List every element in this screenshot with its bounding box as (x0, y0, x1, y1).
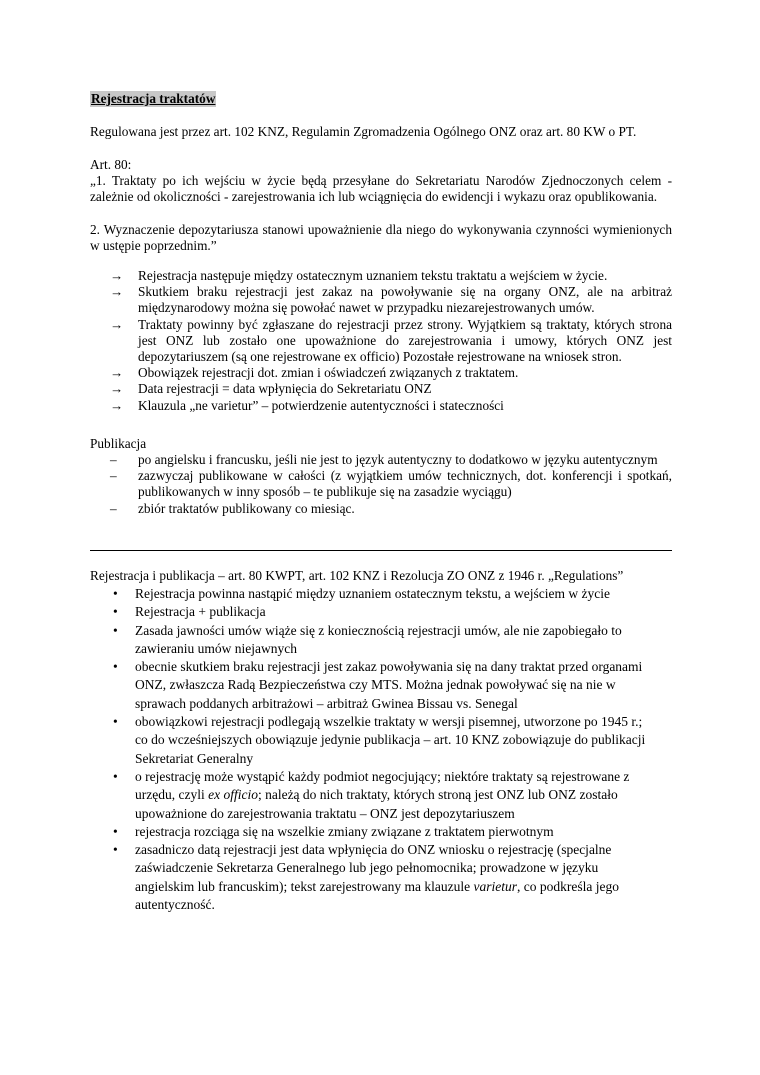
list-item: • rejestracja rozciąga się na wszelkie zmiany związane z traktatem pierwotnym (110, 823, 650, 841)
list-item: → Traktaty powinny być zgłaszane do rejestracji przez strony. Wyjątkiem są traktaty, których strona jest ONZ lub zostało one upoważnione do zarejestrowania i umowy, których ONZ jest depozytariuszem (są one rejestrowane ex officio) Pozostałe rejestrowane na wniosek stron. (110, 316, 672, 365)
bullet-icon: • (113, 659, 118, 675)
dash-icon: – (110, 452, 117, 467)
page-title: Rejestracja traktatów (91, 91, 216, 106)
dash-list (110, 452, 672, 517)
arrow-list (110, 268, 672, 414)
list-item: • obecnie skutkiem braku rejestracji jest zakaz powoływania się na dany traktat przed organami ONZ, zwłaszcza Radą Bezpieczeństwa czy MTS. Można jednak powoływać się na nie w sprawach poddanych arbitrażowi – arbitraż Gwinea Bissau vs. Senegal (113, 659, 643, 711)
horizontal-divider (90, 550, 672, 551)
list-item: → Obowiązek rejestracji dot. zmian i oświadczeń związanych z traktatem. (110, 365, 519, 381)
section2-heading: Rejestracja i publikacja – art. 80 KWPT, art. 102 KNZ i Rezolucja ZO ONZ z 1946 r. „Regulations” (90, 568, 624, 583)
intro-paragraph: Regulowana jest przez art. 102 KNZ, Regulamin Zgromadzenia Ogólnego ONZ oraz art. 80 KW o PT. (90, 124, 637, 139)
bullet-list (110, 585, 650, 914)
bullet-icon: • (113, 842, 118, 858)
bullet-icon: • (113, 622, 118, 638)
arrow-icon: → (110, 397, 124, 413)
arrow-icon: → (110, 268, 124, 283)
article-heading: Art. 80: (90, 157, 132, 172)
dash-icon: – (110, 500, 117, 516)
bullet-icon: • (113, 714, 118, 730)
arrow-icon: → (110, 381, 124, 397)
article-paragraph-1: „1. Traktaty po ich wejściu w życie będą przesyłane do Sekretariatu Narodów Zjednoczonych celem - zależnie od okoliczności - zarejestrowania ich lub wciągnięcia do ewidencji i wykazu oraz opublikowania. (90, 173, 672, 205)
bullet-icon: • (113, 586, 118, 601)
article-paragraph-2: 2. Wyznaczenie depozytariusza stanowi upoważnienie dla niego do wykonywania czynności wymienionych w ustępie poprzednim.” (90, 222, 672, 254)
list-item: • Zasada jawności umów wiąże się z koniecznością rejestracji umów, ale nie zapobiegało to zawieraniu umów niejawnych (113, 622, 622, 656)
bullet-icon: • (113, 604, 118, 620)
list-item: → Skutkiem braku rejestracji jest zakaz na powoływanie się na organy ONZ, ale na arbitraż międzynarodowy można się powołać nawet w przypadku niezarejestrowanych umów. (110, 284, 672, 316)
bullet-icon: • (113, 768, 118, 784)
dash-icon: – (110, 468, 117, 484)
list-item: • obowiązkowi rejestracji podlegają wszelkie traktaty w wersji pisemnej, utworzone po 1945 r.; co do wcześniejszych obowiązuje jedynie publikacja – art. 10 KNZ zobowiązuje do publikacji Sekretariat Generalny (113, 714, 646, 766)
list-item: – zazwyczaj publikowane w całości (z wyjątkiem umów technicznych, dot. konferencji i spotkań, publikowanych w inny sposób – te publikuje się na zasadzie wyciągu) (110, 468, 672, 500)
arrow-icon: → (110, 365, 124, 381)
list-item: → Data rejestracji = data wpłynięcia do Sekretariatu ONZ (110, 381, 432, 397)
arrow-icon: → (110, 284, 124, 300)
list-item: → Rejestracja następuje między ostatecznym uznaniem tekstu traktatu a wejściem w życie. (110, 268, 608, 283)
arrow-icon: → (110, 316, 124, 332)
list-item: • Rejestracja powinna nastąpić między uznaniem ostatecznym tekstu, a wejściem w życie (110, 585, 650, 603)
list-item: • Rejestracja + publikacja (110, 603, 650, 621)
bullet-icon: • (113, 823, 118, 839)
list-item: – zbiór traktatów publikowany co miesiąc. (110, 500, 355, 516)
list-item: → Klauzula „ne varietur” – potwierdzenie autentyczności i stateczności (110, 397, 504, 413)
publication-heading: Publikacja (90, 436, 147, 451)
list-item: • o rejestrację może wystąpić każdy podmiot negocjujący; niektóre traktaty są rejestrowane z urzędu, czyli ex officio; należą do nich traktaty, których stroną jest ONZ lub ONZ zostało upoważnione do zarejestrowania traktatu – ONZ jest depozytariuszem (113, 768, 630, 821)
list-item: – po angielsku i francusku, jeśli nie jest to język autentyczny to dodatkowo w języku autentycznym (110, 452, 658, 467)
list-item: • zasadniczo datą rejestracji jest data wpłynięcia do ONZ wniosku o rejestrację (specjalne zaświadczenie Sekretarza Generalnego lub jego pełnomocnika; prowadzone w języku angielskim lub francuskim); tekst zarejestrowany ma klauzule varietur, co podkreśla jego autentyczność. (113, 842, 619, 913)
